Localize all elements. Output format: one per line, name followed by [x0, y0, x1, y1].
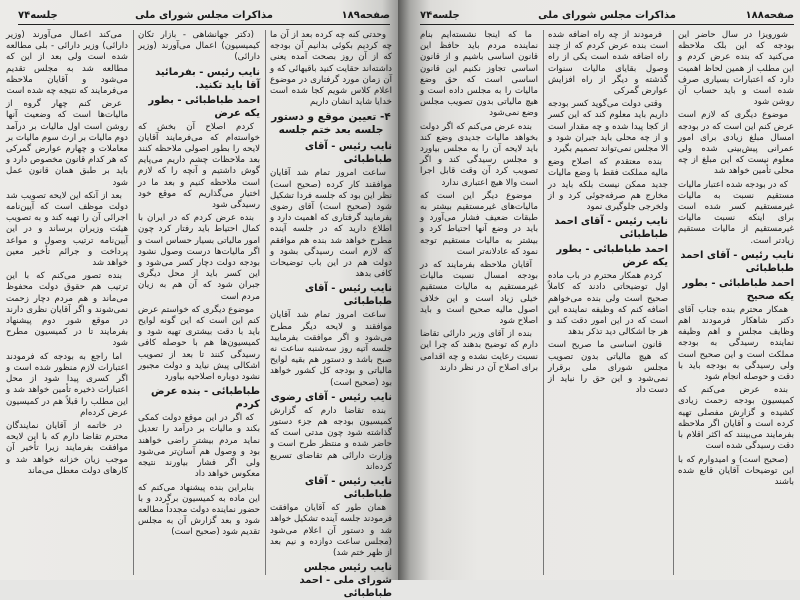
text-column [270, 30, 392, 600]
speaker-heading: نایب رئیس - بفرمائید آقا باید تکنید. [155, 66, 260, 91]
speaker-heading: احمد طباطبائی - بطور یکه عرض [556, 244, 668, 269]
speaker-heading: نایب رئیس - آقای طباطبائی [304, 283, 392, 308]
paragraph: قانون اساسی ما صریح است که هیچ مالیاتی بدون تصویب مجلس شورای ملی برقرار نمی‌شود و این حق را نباید از دست داد [548, 340, 668, 396]
paragraph: در خاتمه از آقایان نمایندگان محترم تقاضا دارم که با این لایحه موافقت بفرمایند زیرا تأخیر آن موجب زیان خزانه خواهد شد و کارهای دولت معطل می‌ماند [6, 420, 128, 476]
paragraph: ما که اینجا نشسته‌ایم بنام نماینده مردم باید حافظ این قانون اساسی باشیم و از قانون اساسی تجاوز نکنیم این قانون اساسی است که حق وضع مالیات را به مجلس داده است و هیچ مالیاتی بدون تصویب مجلس وضع نمی‌شود [420, 30, 538, 119]
right-page [398, 0, 800, 580]
paragraph: موضوع دیگری که لازم است عرض کنم این است که در بودجه امسال مبلغ زیادی برای امور عمرانی پیش‌بینی شده ولی معلوم نیست که این مبلغ از چه محلی تأمین خواهد شد [678, 110, 794, 177]
paragraph: وقتی دولت می‌گوید کسر بودجه داریم باید معلوم کند که این کسر از کجا پیدا شده و چه مقدار است و از چه محلی باید جبران شود و الا مجلس نمی‌تواند تصمیم بگیرد [548, 99, 668, 155]
paragraph: کردم اصلاح آن بخش که خواسته‌ام که می‌فرمایند آقایان لایحه را بطور اصولی ملاحظه کنند بعد ملاحظات چشم داریم می‌پایم گوش داشتیم و آنچه را که لازم است ملاحظه کنیم و بعد ما در اختیار می‌گذاریم که موقع خود رسیدگی شود [138, 121, 260, 211]
paragraph: آقایان ملاحظه بفرمایند که در بودجه امسال نسبت مالیات غیرمستقیم به مالیات مستقیم خیلی زیاد است و این خلاف اصول مالیه صحیح است و باید اصلاح شود [420, 260, 538, 327]
text-column [138, 30, 260, 575]
left-page [0, 0, 398, 600]
paragraph: شورویزا در سال حاضر این بودجه که این بلک ملاحظه می‌کنید که بنده عرض کردم و این مطلب از همین لحاظ اهمیت دارد که اعتبارات بسیاری صرف شده است و باید حساب آن روشن شود [678, 30, 794, 108]
paragraph: وحدتی کنه چه کرده بعد از آن ما چه کردیم بکوئی بدانیم آن بودجه که از آن روز بصحت آمده یعنی داشته‌اند حقایت کنید باقیهائی که و آن زمان مورد گرفتاری در موضوع اعلام کلاس شویم کجا شده است خدایا شاید انشان داریم [270, 30, 392, 108]
column-divider [265, 30, 266, 575]
paragraph: بنده عرض کردم که در ایران با کمال احتیاط باید رفتار کرد چون امور مالیاتی بسیار حساس است و اگر مالیات‌ها درست وصول نشود بودجه دولت دچار کسر می‌شود و این کسر باید از محل دیگری جبران شود که آن هم به زیان مردم است [138, 213, 260, 302]
paragraph: بنده تصور می‌کنم که با این ترتیب هم حقوق دولت محفوظ می‌ماند و هم مردم دچار زحمت نمی‌شوند و اگر آقایان نظری دارند در موقع شور دوم پیشنهاد بفرمایند تا در کمیسیون مطرح شود [6, 271, 128, 349]
speaker-heading: نایب رئیس - آقای طباطبائی [304, 476, 392, 501]
text-column [420, 30, 538, 575]
paragraph: همان طور که آقایان موافقت فرمودند جلسه آینده تشکیل خواهد شد و دستور آن اعلام می‌شود (مجلس ساعت دوازده و نیم بعد از ظهر ختم شد) [270, 503, 392, 558]
paragraph: که اگر در این موقع دولت کمکی بکند و مالیات بر درآمد را تعدیل نماید مردم بیشتر راضی خواهند بود و وصول هم آسان‌تر می‌شود ولی اگر فشار بیاورند نتیجه معکوس خواهد داد [138, 413, 260, 480]
paragraph: بنده تقاضا دارم که گزارش کمیسیون بودجه هم جزء دستور گذاشته شود چون مدتی است که حاضر شده و منتظر طرح است و وزارت دارائی هم تقاضای تسریع کرده‌اند [270, 405, 392, 472]
running-title: مذاکرات مجلس شورای ملی [538, 10, 676, 21]
paragraph: ساعت امروز تمام شد آقایان موافقند کار کرده (صحیح است) نظر این بود که جلسه فردا تشکیل شود (صحیح است) آقای رضوی بفرمایید گرفتاری که اهمیت دارد و اطلاع دارید که در جلسه آینده مطرح خواهد شد بنده هم موافقم که لازم است رسیدگی بشود و دولت هم در این باب توضیحات کافی بدهد [270, 168, 392, 280]
speaker-heading: احمد طباطبائی - بطور یکه صحیح [682, 277, 794, 302]
paragraph: بعد از آنکه این لایحه تصویب شد دولت موظف است که آیین‌نامه اجرائی آن را تهیه کند و به تصویب هیئت وزیران برساند و در این آیین‌نامه ترتیب وصول و مواعد پرداخت و جرائم تأخیر معین خواهد شد [6, 190, 128, 269]
column-divider [133, 30, 134, 575]
speaker-heading: طباطبائی - بنده عرض کردم [151, 386, 260, 411]
paragraph: بنده معتقدم که اصلاح وضع مالیه مملکت فقط با وضع مالیات جدید ممکن نیست بلکه باید در مخارج هم صرفه‌جوئی کرد و از ولخرجی جلوگیری نمود [548, 157, 668, 213]
paragraph: کردم همکار محترم در باب ماده اول توضیحاتی دادند که کاملاً صحیح است ولی بنده می‌خواهم اضافه کنم که وظیفه نماینده این است که در این امور دقت کند و هر جا اشکالی دید تذکر بدهد [548, 271, 668, 338]
page-header [420, 10, 794, 25]
speaker-heading: نایب رئیس - آقای طباطبائی [304, 141, 392, 166]
paragraph: موضوع دیگری که خواستم عرض کنم این است که این گونه لوایح باید با دقت بیشتری تهیه شود و کمیسیون‌ها هم با حوصله کافی رسیدگی کنند تا بعد از تصویب اشکالی پیش نیاید و دولت مجبور نشود دوباره اصلاحیه بیاورد [138, 304, 260, 383]
paragraph: همکار محترم بنده جناب آقای دکتر شاهکار فرمودند اهم وظایف مجلس و اهم وظیفه نماینده رسیدگی به بودجه مملکت است و این صحیح است ولی رسیدگی به بودجه باید با دقت و حوصله انجام شود [678, 304, 794, 383]
session-label: جلسه۷۴ [18, 10, 58, 21]
page-header [18, 10, 390, 25]
paragraph: عرض کنم چهار گروه از مالیات‌ها است که وضعیت آنها روشن است اول مالیات بر درآمد دوم مالیات بر ارث سوم مالیات بر معاملات و چهارم عوارض گمرکی که هر کدام قانون مخصوص دارد و باید بر طبق همان قانون عمل شود [6, 99, 128, 188]
paragraph: (صحیح است) و امیدوارم که با این توضیحات آقایان قانع شده باشند [678, 454, 794, 487]
paragraph: فرمودند از چه راه اضافه شده است بنده عرض کردم که از چند راه اضافه شده است یکی از راه وصول بقایای مالیات سنوات گذشته و دیگر از راه افزایش عوارض گمرکی [548, 30, 668, 97]
paragraph: موضوع دیگر این است که مالیات‌های غیرمستقیم بیشتر به طبقات ضعیف فشار می‌آورد و باید در وضع آنها احتیاط کرد و بیشتر به مالیات مستقیم توجه نمود که عادلانه‌تر است [420, 190, 538, 257]
paragraph: اما راجع به بودجه که فرمودند اعتبارات لازم منظور شده است و اگر کسری پیدا شود از محل اعتبارات ذخیره تأمین خواهد شد و این مطلب را قبلاً هم در کمیسیون عرض کرده‌ام [6, 351, 128, 418]
text-column [6, 30, 128, 575]
column-divider [543, 30, 544, 575]
speaker-heading: احمد طباطبائی - بطور یکه عرض [148, 94, 260, 119]
paragraph: که در بودجه شده اعتبار مالیات مستقیم نسبت به مالیات غیرمستقیم کسر شده است برای اینکه نسبت مالیات غیرمستقیم از مالیات مستقیم زیادتر است. [678, 179, 794, 246]
text-column [548, 30, 668, 575]
paragraph: ساعت امروز تمام شد آقایان موافقند و لایحه دیگر مطرح می‌شود و اگر موافقت بفرمایید جلسه آتیه روز سه‌شنبه ساعت نه صبح باشد و دستور هم بقیه لوایح مالیاتی و بودجه کل کشور خواهد بود (صحیح است) [270, 310, 392, 388]
speaker-heading: نایب رئیس مجلس شورای ملی - احمد طباطبائی [299, 562, 392, 600]
page-number: صفحه۱۸۸ [745, 10, 794, 21]
speaker-heading: نایب رئیس - آقای احمد طباطبائی [680, 249, 794, 274]
speaker-heading: نایب رئیس - آقای احمد طباطبائی [554, 216, 668, 241]
paragraph: (دکتر جهانشاهی - بازار تکان کیمیسیون) اعمال می‌آورند (وزیر دارائی) [138, 30, 260, 63]
text-column [678, 30, 794, 575]
paragraph: بنده عرض می‌کنم که کمیسیون بودجه زحمت زیادی کشیده و گزارش مفصلی تهیه کرده است و آقایان اگر ملاحظه بفرمایند می‌بینند که اکثر اقلام با دقت رسیدگی شده است [678, 385, 794, 452]
paragraph: می‌کند اعمال می‌آورند (وزیر دارائی) وزیر دارائی - بلی مطالعه شده است ولی بعد از این که مطالعه شد به مجلس تقدیم می‌شود و آقایان ملاحظه می‌فرمایند که نتیجه چه شده است [6, 30, 128, 97]
session-label: جلسه۷۴ [420, 10, 460, 21]
speaker-heading: نایب رئیس - آقای رضوی [270, 391, 392, 403]
speaker-heading: ۴- تعیین موقع و دستور جلسه بعد ختم جلسه [271, 111, 391, 137]
paragraph: بنده عرض می‌کنم که اگر دولت بخواهد مالیات جدیدی وضع کند باید لایحه آن را به مجلس بیاورد و مجلس رسیدگی کند و اگر تصویب کرد آن وقت قابل اجرا است والا هیچ اعتباری ندارد [420, 121, 538, 188]
column-divider [673, 30, 674, 575]
running-title: مذاکرات مجلس شورای ملی [135, 10, 273, 21]
paragraph: بنابراین بنده پیشنهاد می‌کنم که این ماده به کمیسیون برگردد و با حضور نماینده دولت مجدداً مطالعه شود و بعد گزارش آن به مجلس تقدیم شود (صحیح است) [138, 482, 260, 538]
page-number: صفحه۱۸۹ [341, 10, 390, 21]
paragraph: بنده از آقای وزیر دارائی تقاضا دارم که توضیح بدهند که چرا این نسبت رعایت نشده و چه اقدامی برای اصلاح آن در نظر دارند [420, 329, 538, 373]
